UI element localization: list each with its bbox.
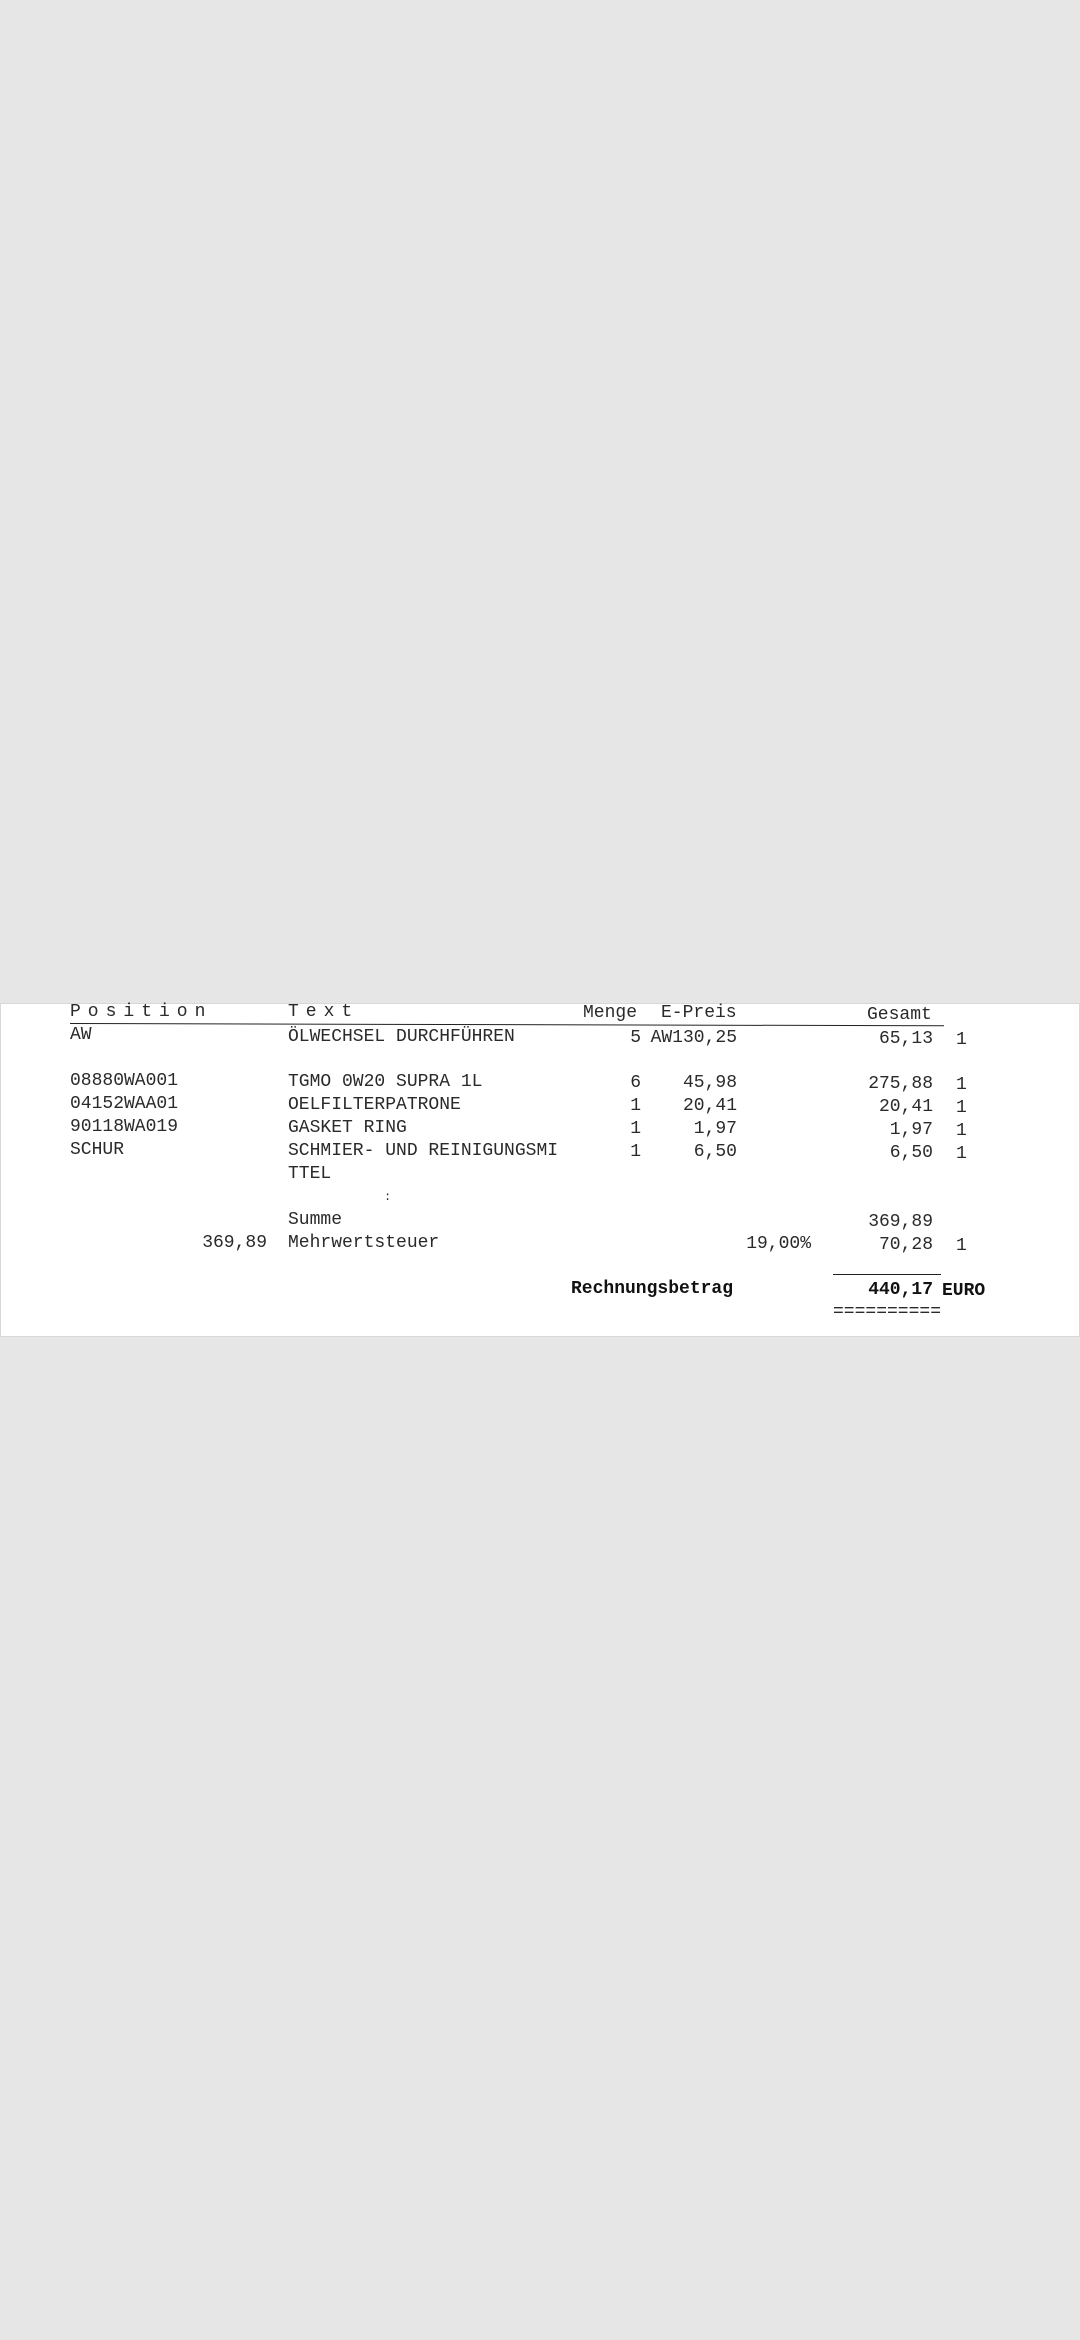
- row-code: 1: [956, 1075, 967, 1095]
- row-text: GASKET RING: [288, 1118, 407, 1138]
- header-menge: Menge: [583, 1003, 638, 1023]
- header-text: Text: [288, 1002, 360, 1022]
- row-code: 1: [956, 1030, 967, 1050]
- row-text: OELFILTERPATRONE: [288, 1095, 461, 1115]
- row-position: 04152WAA01: [70, 1094, 179, 1114]
- row-code: 1: [956, 1121, 967, 1141]
- row-menge: 5: [630, 1028, 641, 1048]
- row-epreis: AW130,25: [650, 1028, 737, 1048]
- row-code: 1: [956, 1098, 967, 1118]
- total-rule: [833, 1274, 941, 1275]
- row-epreis: 45,98: [682, 1073, 737, 1093]
- row-menge: 6: [630, 1073, 641, 1093]
- row-text: TGMO 0W20 SUPRA 1L: [288, 1072, 483, 1092]
- mwst-label: Mehrwertsteuer: [288, 1233, 440, 1253]
- header-epreis: E-Preis: [661, 1003, 737, 1023]
- row-position: SCHUR: [70, 1140, 125, 1160]
- row-gesamt: 275,88: [868, 1074, 933, 1094]
- mwst-rate: 19,00%: [746, 1234, 811, 1254]
- row-text-continued: TTEL: [288, 1164, 332, 1184]
- header-position: Position: [70, 1002, 213, 1022]
- total-double-underline: ==========: [833, 1302, 942, 1322]
- mwst-code: 1: [956, 1236, 967, 1256]
- row-gesamt: 6,50: [889, 1143, 933, 1163]
- row-epreis: 1,97: [693, 1119, 737, 1139]
- row-position: 08880WA001: [70, 1071, 179, 1091]
- colon-mark: :: [384, 1190, 392, 1204]
- invoice-sheet: [0, 1003, 1080, 1337]
- row-position: AW: [70, 1025, 92, 1045]
- row-epreis: 6,50: [693, 1142, 737, 1162]
- summe-label: Summe: [288, 1210, 343, 1230]
- row-menge: 1: [630, 1142, 641, 1162]
- row-epreis: 20,41: [682, 1096, 737, 1116]
- mwst-value: 70,28: [878, 1235, 933, 1255]
- mwst-base: 369,89: [202, 1233, 267, 1253]
- total-value: 440,17: [868, 1280, 933, 1300]
- row-gesamt: 1,97: [889, 1120, 933, 1140]
- total-label: Rechnungsbetrag: [571, 1279, 734, 1299]
- total-currency: EURO: [942, 1281, 986, 1301]
- row-menge: 1: [630, 1096, 641, 1116]
- row-code: 1: [956, 1144, 967, 1164]
- row-text: ÖLWECHSEL DURCHFÜHREN: [288, 1027, 515, 1047]
- row-menge: 1: [630, 1119, 641, 1139]
- header-gesamt: Gesamt: [867, 1005, 932, 1025]
- summe-value: 369,89: [868, 1212, 933, 1232]
- row-position: 90118WA019: [70, 1117, 179, 1137]
- row-gesamt: 65,13: [878, 1029, 933, 1049]
- row-text: SCHMIER- UND REINIGUNGSMI: [288, 1141, 559, 1161]
- row-gesamt: 20,41: [878, 1097, 933, 1117]
